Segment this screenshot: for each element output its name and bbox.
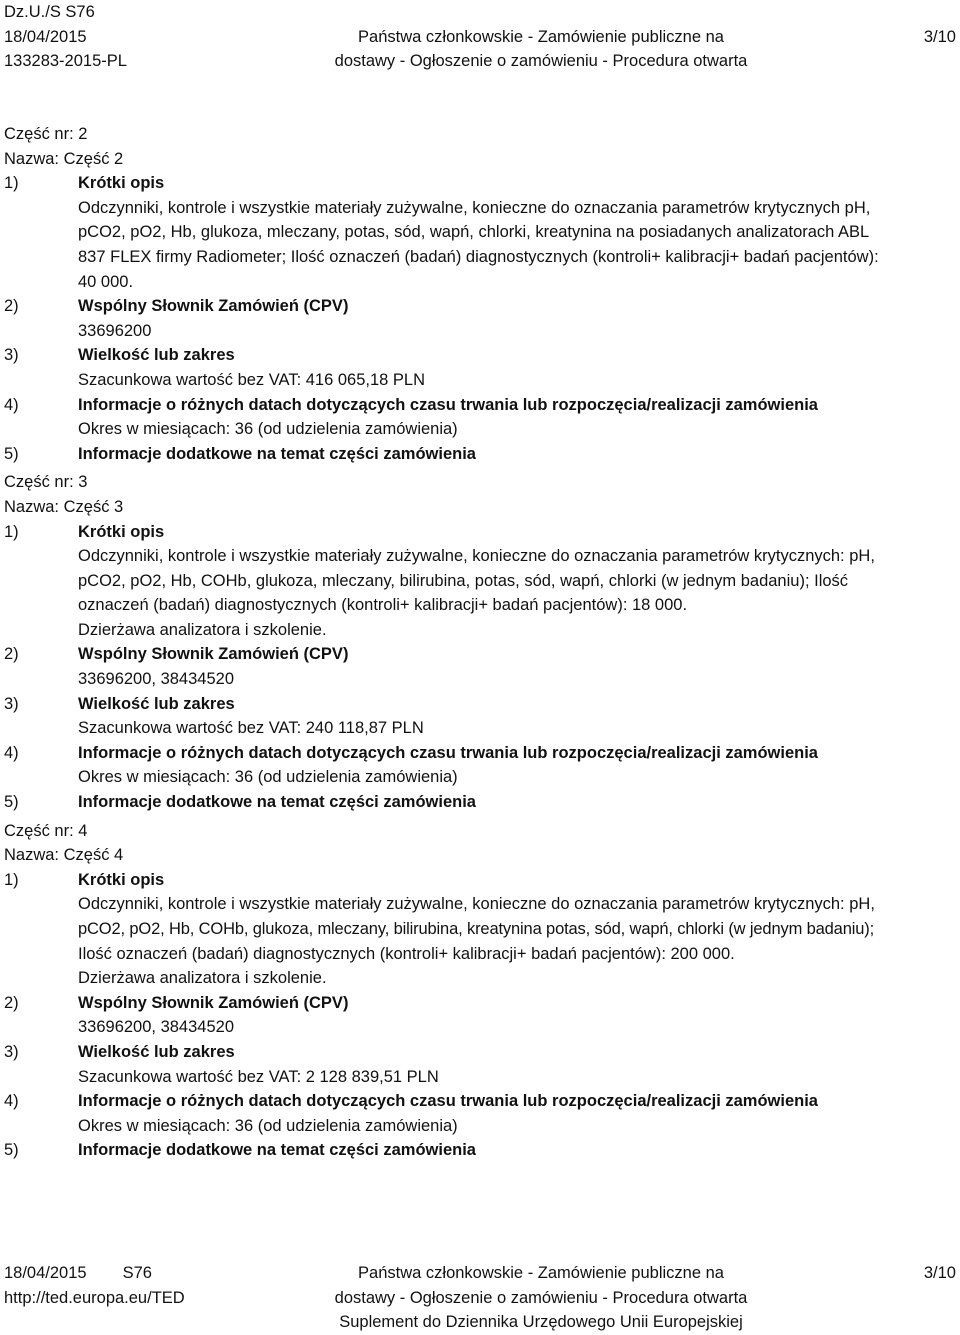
item-number: 2) <box>4 645 19 664</box>
item-body <box>4 544 956 642</box>
item-heading <box>4 393 956 418</box>
item-heading <box>4 642 956 667</box>
part-item <box>4 790 956 815</box>
item-body <box>4 417 956 442</box>
item-text-line: pCO2, pO2, Hb, COHb, glukoza, mleczany, bilirubina, kreatynina potas, sód, wapń, chlorki (w jednym badaniu); <box>78 920 875 938</box>
header-journal-ref: Dz.U./S S76 <box>4 3 95 21</box>
item-heading <box>4 1089 956 1114</box>
part-number: Część nr: 2 <box>4 125 88 143</box>
header-notice-id: 133283-2015-PL <box>4 52 127 71</box>
main-content <box>4 122 956 1163</box>
item-number: 1) <box>4 174 19 193</box>
part-name: Nazwa: Część 3 <box>4 497 124 516</box>
item-heading <box>4 991 956 1016</box>
item-heading <box>4 343 956 368</box>
item-number: 3) <box>4 346 19 365</box>
item-text-line: oznaczeń (badań) diagnostycznych (kontroli+ kalibracji+ badań pacjentów): 18 000. <box>78 596 688 615</box>
item-body <box>4 765 956 790</box>
item-body <box>4 1114 956 1139</box>
footer-title-line-1: Państwa członkowskie - Zamówienie publiczne na <box>358 1264 724 1282</box>
cpv-codes: 33696200, 38434520 <box>78 670 234 689</box>
item-label: Krótki opis <box>78 870 165 889</box>
item-heading <box>4 868 956 893</box>
item-label: Informacje dodatkowe na temat części zamówienia <box>78 793 476 812</box>
footer-date: 18/04/2015 <box>4 1264 87 1282</box>
header-title-line-1: Państwa członkowskie - Zamówienie publiczne na <box>358 27 724 46</box>
item-heading <box>4 692 956 717</box>
item-number: 3) <box>4 694 19 713</box>
item-label: Wielkość lub zakres <box>78 694 235 713</box>
part-number: Część nr: 3 <box>4 473 88 492</box>
item-text-line: pCO2, pO2, Hb, glukoza, mleczany, potas, sód, wapń, chlorki, kreatynina na posiadanych analizatorach ABL <box>78 223 870 242</box>
item-text-line: Dzierżawa analizatora i szkolenie. <box>78 969 327 988</box>
item-number: 2) <box>4 993 19 1012</box>
cpv-codes: 33696200, 38434520 <box>78 1018 234 1037</box>
header-page-number: 3/10 <box>923 27 956 46</box>
footer-center <box>0 1261 960 1335</box>
item-body <box>4 368 956 393</box>
item-body <box>4 667 956 692</box>
footer-page-number: 3/10 <box>923 1264 956 1282</box>
item-label: Wspólny Słownik Zamówień (CPV) <box>78 645 349 664</box>
item-label: Wspólny Słownik Zamówień (CPV) <box>78 297 349 316</box>
item-heading <box>4 790 956 815</box>
item-number: 5) <box>4 1141 19 1160</box>
page-header <box>0 0 960 72</box>
item-number: 1) <box>4 870 19 889</box>
part-name: Nazwa: Część 2 <box>4 149 124 168</box>
part-section <box>4 122 956 466</box>
item-number: 2) <box>4 297 19 316</box>
part-item <box>4 442 956 467</box>
item-heading <box>4 1040 956 1065</box>
footer-issue: S76 <box>122 1264 152 1282</box>
footer-supplement: Suplement do Dziennika Urzędowego Unii Europejskiej <box>339 1313 743 1332</box>
item-text-line: Odczynniki, kontrole i wszystkie materiały zużywalne, konieczne do oznaczania parametrów krytycznych pH, <box>78 198 871 217</box>
item-number: 4) <box>4 395 19 414</box>
item-heading <box>4 1138 956 1163</box>
footer-title-line-2: dostawy - Ogłoszenie o zamówieniu - Procedura otwarta <box>334 1288 748 1307</box>
duration: Okres w miesiącach: 36 (od udzielenia zamówienia) <box>78 1116 458 1135</box>
part-section <box>4 819 956 1163</box>
item-text-line: pCO2, pO2, Hb, COHb, glukoza, mleczany, bilirubina, potas, sód, wapń, chlorki (w jednym badaniu); Ilość <box>78 571 849 590</box>
part-name: Nazwa: Część 4 <box>4 846 124 865</box>
item-label: Informacje o różnych datach dotyczących czasu trwania lub rozpoczęcia/realizacji zamówienia <box>78 1092 818 1111</box>
item-text-line: 837 FLEX firmy Radiometer; Ilość oznaczeń (badań) diagnostycznych (kontroli+ kalibracji+ badań pacjentów): <box>78 247 879 266</box>
item-label: Informacje o różnych datach dotyczących czasu trwania lub rozpoczęcia/realizacji zamówienia <box>78 395 818 414</box>
duration: Okres w miesiącach: 36 (od udzielenia zamówienia) <box>78 768 458 787</box>
item-number: 5) <box>4 444 19 463</box>
part-item <box>4 991 956 1040</box>
item-heading <box>4 442 956 467</box>
estimated-value: Szacunkowa wartość bez VAT: 240 118,87 PLN <box>78 719 424 738</box>
item-body <box>4 1065 956 1090</box>
cpv-codes: 33696200 <box>78 321 152 340</box>
item-label: Informacje o różnych datach dotyczących czasu trwania lub rozpoczęcia/realizacji zamówienia <box>78 743 818 762</box>
item-label: Krótki opis <box>78 522 165 541</box>
part-item <box>4 294 956 343</box>
header-center <box>0 25 960 74</box>
item-label: Wspólny Słownik Zamówień (CPV) <box>78 993 349 1012</box>
part-item <box>4 393 956 442</box>
part-item <box>4 642 956 691</box>
estimated-value: Szacunkowa wartość bez VAT: 2 128 839,51 PLN <box>78 1067 439 1086</box>
part-item <box>4 1138 956 1163</box>
item-label: Informacje dodatkowe na temat części zamówienia <box>78 444 476 463</box>
item-number: 5) <box>4 793 19 812</box>
item-text-line: Odczynniki, kontrole i wszystkie materiały zużywalne, konieczne do oznaczania parametrów krytycznych: pH, <box>78 547 875 566</box>
part-item <box>4 520 956 643</box>
item-number: 4) <box>4 743 19 762</box>
part-item <box>4 343 956 392</box>
part-item <box>4 1089 956 1138</box>
part-section <box>4 470 956 814</box>
part-item <box>4 1040 956 1089</box>
item-heading <box>4 171 956 196</box>
header-title-line-2: dostawy - Ogłoszenie o zamówieniu - Procedura otwarta <box>334 52 748 71</box>
item-label: Informacje dodatkowe na temat części zamówienia <box>78 1141 476 1160</box>
item-number: 4) <box>4 1092 19 1111</box>
item-text-line: Dzierżawa analizatora i szkolenie. <box>78 620 327 639</box>
item-body <box>4 716 956 741</box>
part-item <box>4 171 956 294</box>
duration: Okres w miesiącach: 36 (od udzielenia zamówienia) <box>78 420 458 439</box>
item-number: 1) <box>4 522 19 541</box>
part-number: Część nr: 4 <box>4 821 88 840</box>
part-item <box>4 741 956 790</box>
part-item <box>4 868 956 991</box>
item-heading <box>4 520 956 545</box>
item-heading <box>4 741 956 766</box>
item-body <box>4 196 956 294</box>
item-body <box>4 892 956 990</box>
page-footer <box>0 1261 960 1334</box>
item-text-line: Odczynniki, kontrole i wszystkie materiały zużywalne, konieczne do oznaczania parametrów krytycznych: pH, <box>78 895 875 914</box>
item-text-line: Ilość oznaczeń (badań) diagnostycznych (kontroli+ kalibracji+ badań pacjentów): 200 000. <box>78 944 735 963</box>
item-label: Wielkość lub zakres <box>78 1042 235 1061</box>
item-heading <box>4 294 956 319</box>
item-text-line: 40 000. <box>78 272 134 291</box>
part-item <box>4 692 956 741</box>
header-date: 18/04/2015 <box>4 27 87 46</box>
estimated-value: Szacunkowa wartość bez VAT: 416 065,18 PLN <box>78 370 425 389</box>
item-body <box>4 319 956 344</box>
item-number: 3) <box>4 1042 19 1061</box>
item-body <box>4 1015 956 1040</box>
item-label: Wielkość lub zakres <box>78 346 235 365</box>
item-label: Krótki opis <box>78 174 165 193</box>
footer-url: http://ted.europa.eu/TED <box>4 1288 185 1307</box>
